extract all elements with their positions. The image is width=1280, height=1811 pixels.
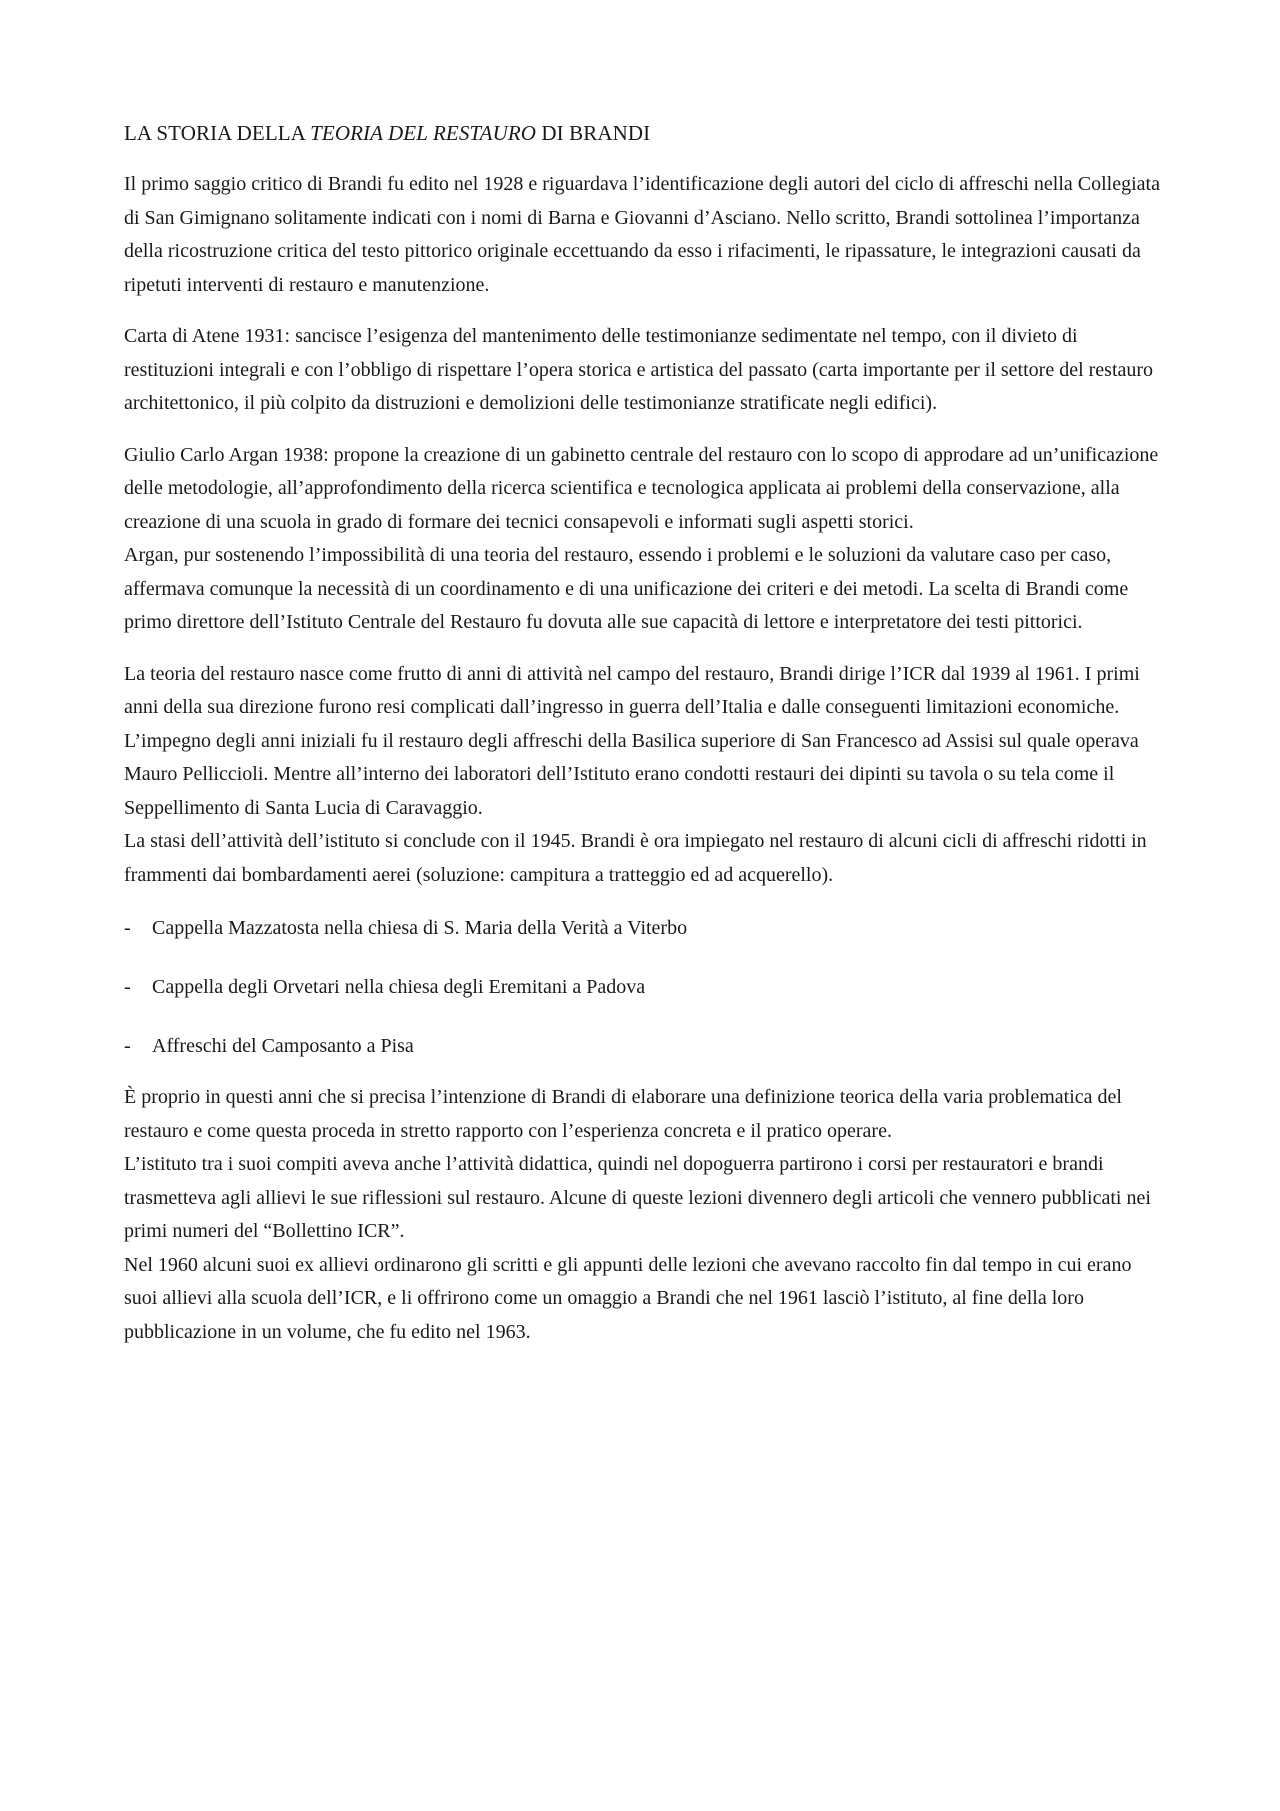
bullet-dash: - [124,976,131,998]
bullet-dash: - [124,1035,131,1057]
paragraph-argan-1938: Giulio Carlo Argan 1938: propone la creazione di un gabinetto centrale del restauro con lo scopo di approdare ad un’unificazione delle metodologie, all’approfondimento della ricerca scientifica e tecnologica applicata ai problemi della conservazione, alla creazione di una scuola in grado di formare dei tecnici consapevoli e informati sugli aspetti storici. [124,443,1159,533]
document-title [124,118,1160,148]
paragraph-publication-1963: Nel 1960 alcuni suoi ex allievi ordinarono gli scritti e gli appunti delle lezioni che avevano raccolto fin dal tempo in cui erano suoi allievi alla scuola dell’ICR, e li offrirono come un omaggio a Brandi che nel 1961 lasciò l’istituto, al fine della loro pubblicazione in un volume, che fu edito nel 1963. [124,1253,1132,1343]
bullet-dash: - [124,917,131,939]
list-item-text: Cappella degli Orvetari nella chiesa degli Eremitani a Padova [152,976,646,998]
list-item-text: Cappella Mazzatosta nella chiesa di S. Maria della Verità a Viterbo [152,917,688,939]
paragraph-theoretical-definition: È proprio in questi anni che si precisa l’intenzione di Brandi di elaborare una definizione teorica della varia problematica del restauro e come questa proceda in stretto rapporto con l’esperienza concreta e il pratico operare. [124,1086,1122,1142]
title-suffix: DI BRANDI [536,121,651,145]
list-item-text: Affreschi del Camposanto a Pisa [152,1035,414,1057]
list-item [124,912,1160,945]
title-prefix: LA STORIA DELLA [124,121,311,145]
title-italic: TEORIA DEL RESTAURO [310,121,537,145]
paragraph-carta-atene: Carta di Atene 1931: sancisce l’esigenza del mantenimento delle testimonianze sedimentate nel tempo, con il divieto di restituzioni integrali e con l’obbligo di rispettare l’opera storica e artistica del passato (carta importante per il settore del restauro architettonico, il più colpito da distruzioni e demolizioni delle testimonianze stratificate negli edifici). [124,325,1154,414]
paragraph-argan-theory: Argan, pur sostenendo l’impossibilità di una teoria del restauro, essendo i problemi e le soluzioni da valutare caso per caso, affermava comunque la necessità di un coordinamento e di una unificazione dei criteri e dei metodi. La scelta di Brandi come primo direttore dell’Istituto Centrale del Restauro fu dovuta alle sue capacità di lettore e interpretatore dei testi pittorici. [124,544,1129,633]
list-item [124,971,1160,1004]
paragraph-assisi: L’impegno degli anni iniziali fu il restauro degli affreschi della Basilica superiore di San Francesco ad Assisi sul quale operava Mauro Pelliccioli. Mentre all’interno dei laboratori dell’Istituto erano condotti restauri dei dipinti su tavola o su tela come il Seppellimento di Santa Lucia di Caravaggio. [124,729,1139,819]
paragraph-teaching: L’istituto tra i suoi compiti aveva anche l’attività didattica, quindi nel dopoguerra partirono i corsi per restauratori e brandi trasmetteva agli allievi le sue riflessioni sul restauro. Alcune di queste lezioni divennero degli articoli che vennero pubblicati nei primi numeri del “Bollettino ICR”. [124,1153,1151,1242]
paragraph-first-essay: Il primo saggio critico di Brandi fu edito nel 1928 e riguardava l’identificazione degli autori del ciclo di affreschi nella Collegiata di San Gimignano solitamente indicati con i nomi di Barna e Giovanni d’Asciano. Nello scritto, Brandi sottolinea l’importanza della ricostruzione critica del testo pittorico originale eccettuando da esso i rifacimenti, le ripassature, le integrazioni causati da ripetuti interventi di restauro e manutenzione. [124,173,1160,296]
fresco-list [124,912,1160,1063]
paragraph-theory-origin: La teoria del restauro nasce come frutto di anni di attività nel campo del restauro, Brandi dirige l’ICR dal 1939 al 1961. I primi anni della sua direzione furono resi complicati dall’ingresso in guerra dell’Italia e dalle conseguenti limitazioni economiche. [124,662,1140,718]
list-item [124,1030,1160,1063]
paragraph-stasis-1945: La stasi dell’attività dell’istituto si conclude con il 1945. Brandi è ora impiegato nel restauro di alcuni cicli di affreschi ridotti in frammenti dai bombardamenti aerei (soluzione: campitura a tratteggio ed ad acquerello). [124,830,1147,886]
